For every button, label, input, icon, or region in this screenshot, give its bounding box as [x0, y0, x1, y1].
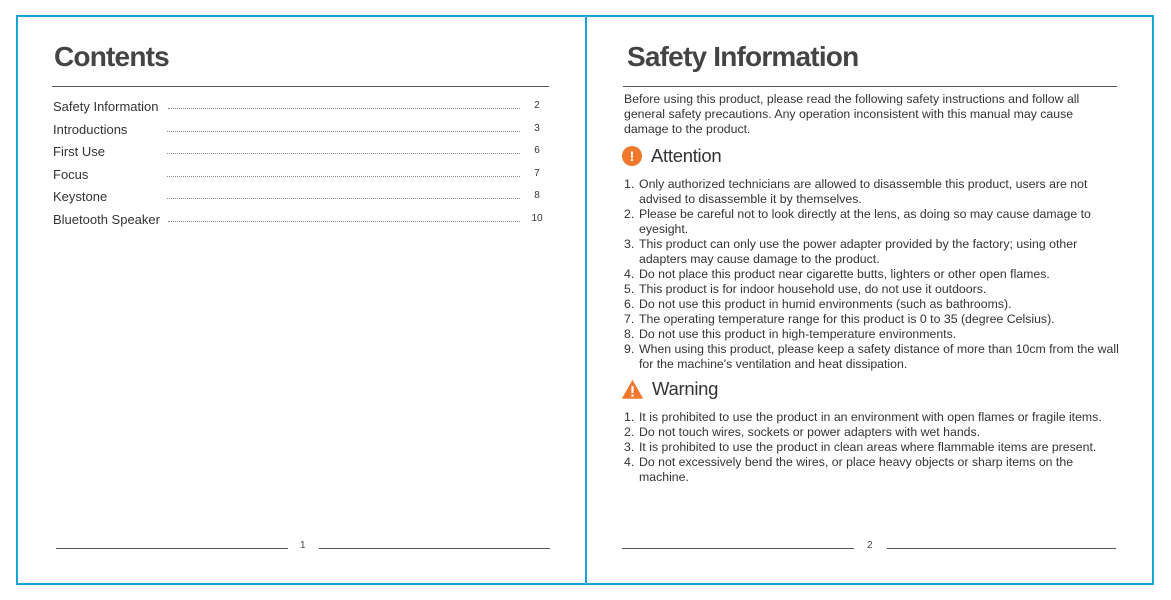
item-number: 6.	[624, 297, 635, 311]
toc-label: Keystone	[53, 189, 108, 204]
item-text: Only authorized technicians are allowed to disassemble this product, users are not advised to disassemble it by themselves.	[639, 177, 1088, 206]
safety-intro: Before using this product, please read the following safety instructions and follow all general safety precautions. Any operation inconsistent with this manual may cause damage to the product.	[624, 92, 1080, 136]
list-item	[624, 425, 1119, 440]
page-number: 1	[300, 540, 306, 551]
item-number: 3.	[624, 440, 635, 454]
title-rule	[623, 86, 1117, 87]
attention-list	[624, 177, 1119, 372]
toc-leader	[167, 176, 520, 177]
toc-entry-focus[interactable]	[53, 166, 548, 189]
item-number: 5.	[624, 282, 635, 296]
toc-page-number: 8	[534, 190, 540, 201]
attention-heading-text: Attention	[651, 145, 722, 166]
item-number: 3.	[624, 237, 635, 251]
footer-rule-right	[319, 548, 550, 549]
toc-leader	[168, 108, 520, 109]
toc-page-number: 2	[534, 100, 540, 111]
item-number: 7.	[624, 312, 635, 326]
safety-information-page	[587, 17, 1152, 583]
item-number: 9.	[624, 342, 635, 356]
list-item	[624, 455, 1119, 485]
list-item	[624, 267, 1119, 282]
item-number: 2.	[624, 207, 635, 221]
list-item	[624, 327, 1119, 342]
warning-triangle-icon	[622, 380, 643, 399]
contents-page	[18, 17, 585, 583]
exclamation-circle-icon: !	[622, 146, 642, 166]
title-rule	[52, 86, 549, 87]
toc-entry-safety-information[interactable]	[53, 98, 548, 121]
item-number: 4.	[624, 455, 635, 469]
toc-entry-keystone[interactable]	[53, 188, 548, 211]
toc-entry-bluetooth-speaker[interactable]	[53, 211, 548, 234]
warning-heading	[622, 378, 718, 400]
warning-heading-text: Warning	[652, 378, 719, 399]
list-item	[624, 297, 1119, 312]
item-text: This product is for indoor household use, do not use it outdoors.	[639, 282, 987, 296]
toc-label: Bluetooth Speaker	[53, 211, 160, 227]
list-item	[624, 282, 1119, 297]
item-text: Do not excessively bend the wires, or place heavy objects or sharp items on the machine.	[639, 455, 1074, 484]
toc-entry-first-use[interactable]	[53, 143, 548, 166]
booklet-spread	[16, 15, 1154, 585]
item-text: Please be careful not to look directly at the lens, as doing so may cause damage to eyesight.	[639, 207, 1091, 236]
toc-page-number: 3	[534, 122, 540, 134]
item-number: 8.	[624, 327, 635, 341]
attention-heading	[622, 145, 721, 167]
list-item	[624, 440, 1119, 455]
item-number: 2.	[624, 425, 635, 439]
item-text: When using this product, please keep a safety distance of more than 10cm from the wall for the machine's ventilation and heat dissipation.	[639, 342, 1119, 371]
toc-leader	[167, 131, 520, 132]
item-text: This product can only use the power adapter provided by the factory; using other adapters may cause damage to the product.	[639, 237, 1078, 266]
item-text: The operating temperature range for this product is 0 to 35 (degree Celsius).	[639, 312, 1055, 326]
item-text: Do not use this product in high-temperature environments.	[639, 327, 957, 341]
item-text: Do not use this product in humid environments (such as bathrooms).	[639, 297, 1012, 311]
toc-label: Safety Information	[53, 99, 159, 114]
toc-leader	[167, 153, 520, 154]
item-text: Do not place this product near cigarette butts, lighters or other open flames.	[639, 267, 1050, 281]
toc-label: Introductions	[53, 121, 128, 137]
toc-page-number: 10	[531, 212, 543, 224]
warning-list	[624, 410, 1119, 485]
list-item	[624, 207, 1119, 237]
toc-leader	[168, 221, 520, 222]
item-text: Do not touch wires, sockets or power adapters with wet hands.	[639, 425, 981, 439]
toc-page-number: 7	[534, 167, 540, 179]
page-number: 2	[867, 540, 873, 551]
toc-label: Focus	[53, 166, 89, 182]
toc-page-number: 6	[534, 145, 540, 156]
item-number: 4.	[624, 267, 635, 281]
item-text: It is prohibited to use the product in an environment with open flames or fragile items.	[639, 410, 1102, 424]
safety-title: Safety Information	[627, 41, 859, 72]
item-text: It is prohibited to use the product in clean areas where flammable items are present.	[639, 440, 1097, 454]
toc-leader	[167, 198, 520, 199]
toc-label: First Use	[53, 144, 105, 159]
list-item	[624, 410, 1119, 425]
list-item	[624, 342, 1119, 372]
footer-rule-right	[887, 548, 1116, 549]
list-item	[624, 177, 1119, 207]
list-item	[624, 312, 1119, 327]
footer-rule-left	[622, 548, 854, 549]
table-of-contents	[53, 98, 548, 233]
item-number: 1.	[624, 177, 635, 191]
footer-rule-left	[56, 548, 288, 549]
list-item	[624, 237, 1119, 267]
contents-title: Contents	[54, 41, 169, 72]
item-number: 1.	[624, 410, 635, 424]
toc-entry-introductions[interactable]	[53, 121, 548, 144]
